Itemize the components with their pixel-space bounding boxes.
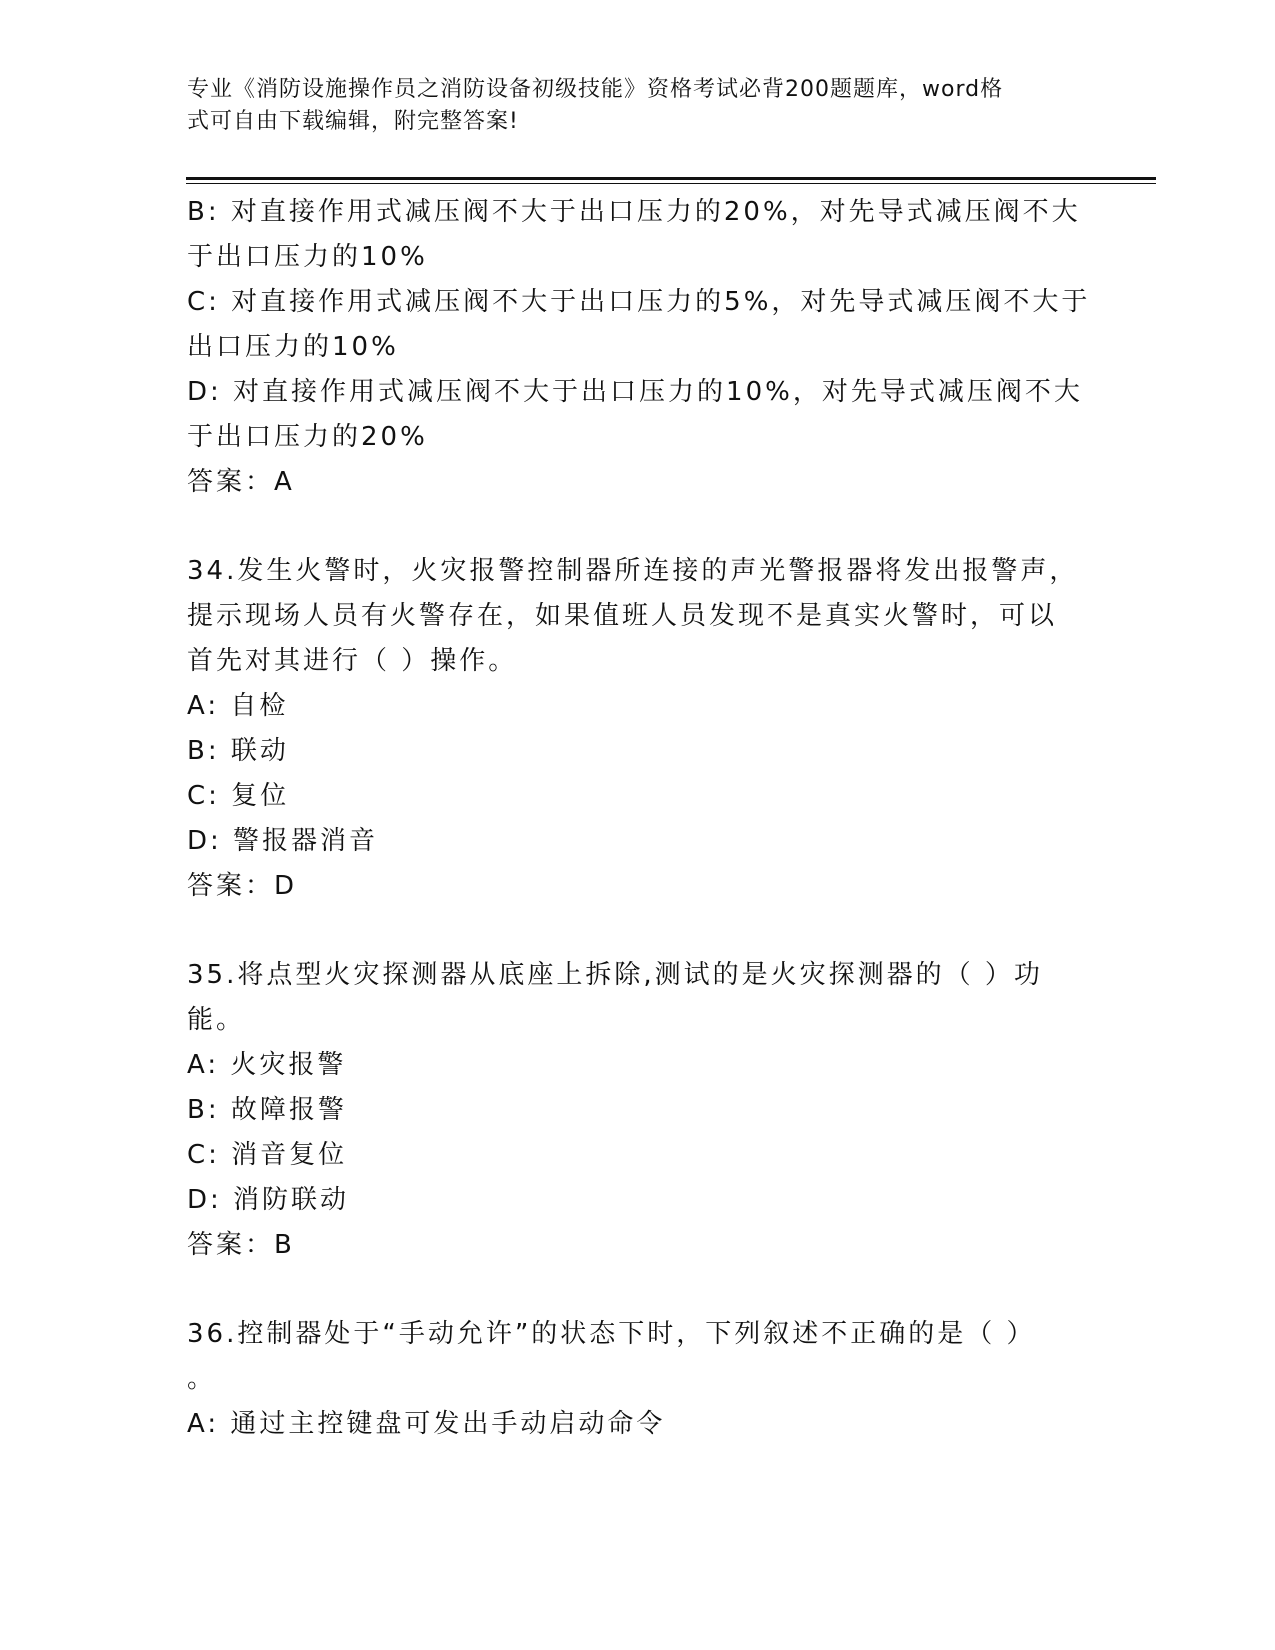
header-divider-thin	[186, 183, 1156, 184]
option-b-line-2: 于出口压力的10%	[187, 242, 428, 272]
option-d: D: 消防联动	[187, 1185, 350, 1215]
option-a: A: 火灾报警	[187, 1050, 347, 1080]
question-stem-line-1: 36.控制器处于“手动允许”的状态下时，下列叙述不正确的是（ ）	[187, 1319, 1036, 1349]
header-line-1: 专业《消防设施操作员之消防设备初级技能》资格考试必背200题题库，word格	[187, 77, 1004, 102]
answer-line: 答案：D	[187, 871, 298, 901]
option-d: D: 警报器消音	[187, 826, 379, 856]
option-c-line-2: 出口压力的10%	[187, 332, 399, 362]
question-stem-line-1: 35.将点型火灾探测器从底座上拆除,测试的是火灾探测器的（ ）功	[187, 960, 1043, 990]
previous-question-tail	[187, 190, 1091, 505]
question-stem-line-2: 。	[187, 1364, 217, 1394]
option-b: B: 故障报警	[187, 1095, 347, 1125]
option-d-line-2: 于出口压力的20%	[187, 422, 428, 452]
header-line-2: 式可自由下载编辑，附完整答案!	[187, 109, 519, 134]
option-b: B: 联动	[187, 736, 289, 766]
option-c: C: 消音复位	[187, 1140, 348, 1170]
question-content	[187, 190, 1091, 1447]
question-36	[187, 1312, 1087, 1447]
question-stem-line-1: 34.发生火警时，火灾报警控制器所连接的声光警报器将发出报警声，	[187, 556, 1079, 586]
option-a: A: 自检	[187, 691, 289, 721]
question-34	[187, 549, 1087, 909]
option-d-line-1: D: 对直接作用式减压阀不大于出口压力的10%，对先导式减压阀不大	[187, 377, 1083, 407]
option-c-line-1: C: 对直接作用式减压阀不大于出口压力的5%，对先导式减压阀不大于	[187, 287, 1091, 317]
header-divider-thick	[186, 177, 1156, 180]
question-stem-line-2: 能。	[187, 1005, 246, 1035]
option-c: C: 复位	[187, 781, 290, 811]
answer-line: 答案：B	[187, 1230, 295, 1260]
document-header	[187, 74, 1067, 138]
question-stem-line-2: 提示现场人员有火警存在，如果值班人员发现不是真实火警时，可以	[187, 601, 1058, 631]
question-stem-line-3: 首先对其进行（ ）操作。	[187, 646, 518, 676]
question-35	[187, 953, 1087, 1268]
answer-line: 答案：A	[187, 467, 295, 497]
option-b-line-1: B: 对直接作用式减压阀不大于出口压力的20%，对先导式减压阀不大	[187, 197, 1081, 227]
option-a: A: 通过主控键盘可发出手动启动命令	[187, 1409, 666, 1439]
